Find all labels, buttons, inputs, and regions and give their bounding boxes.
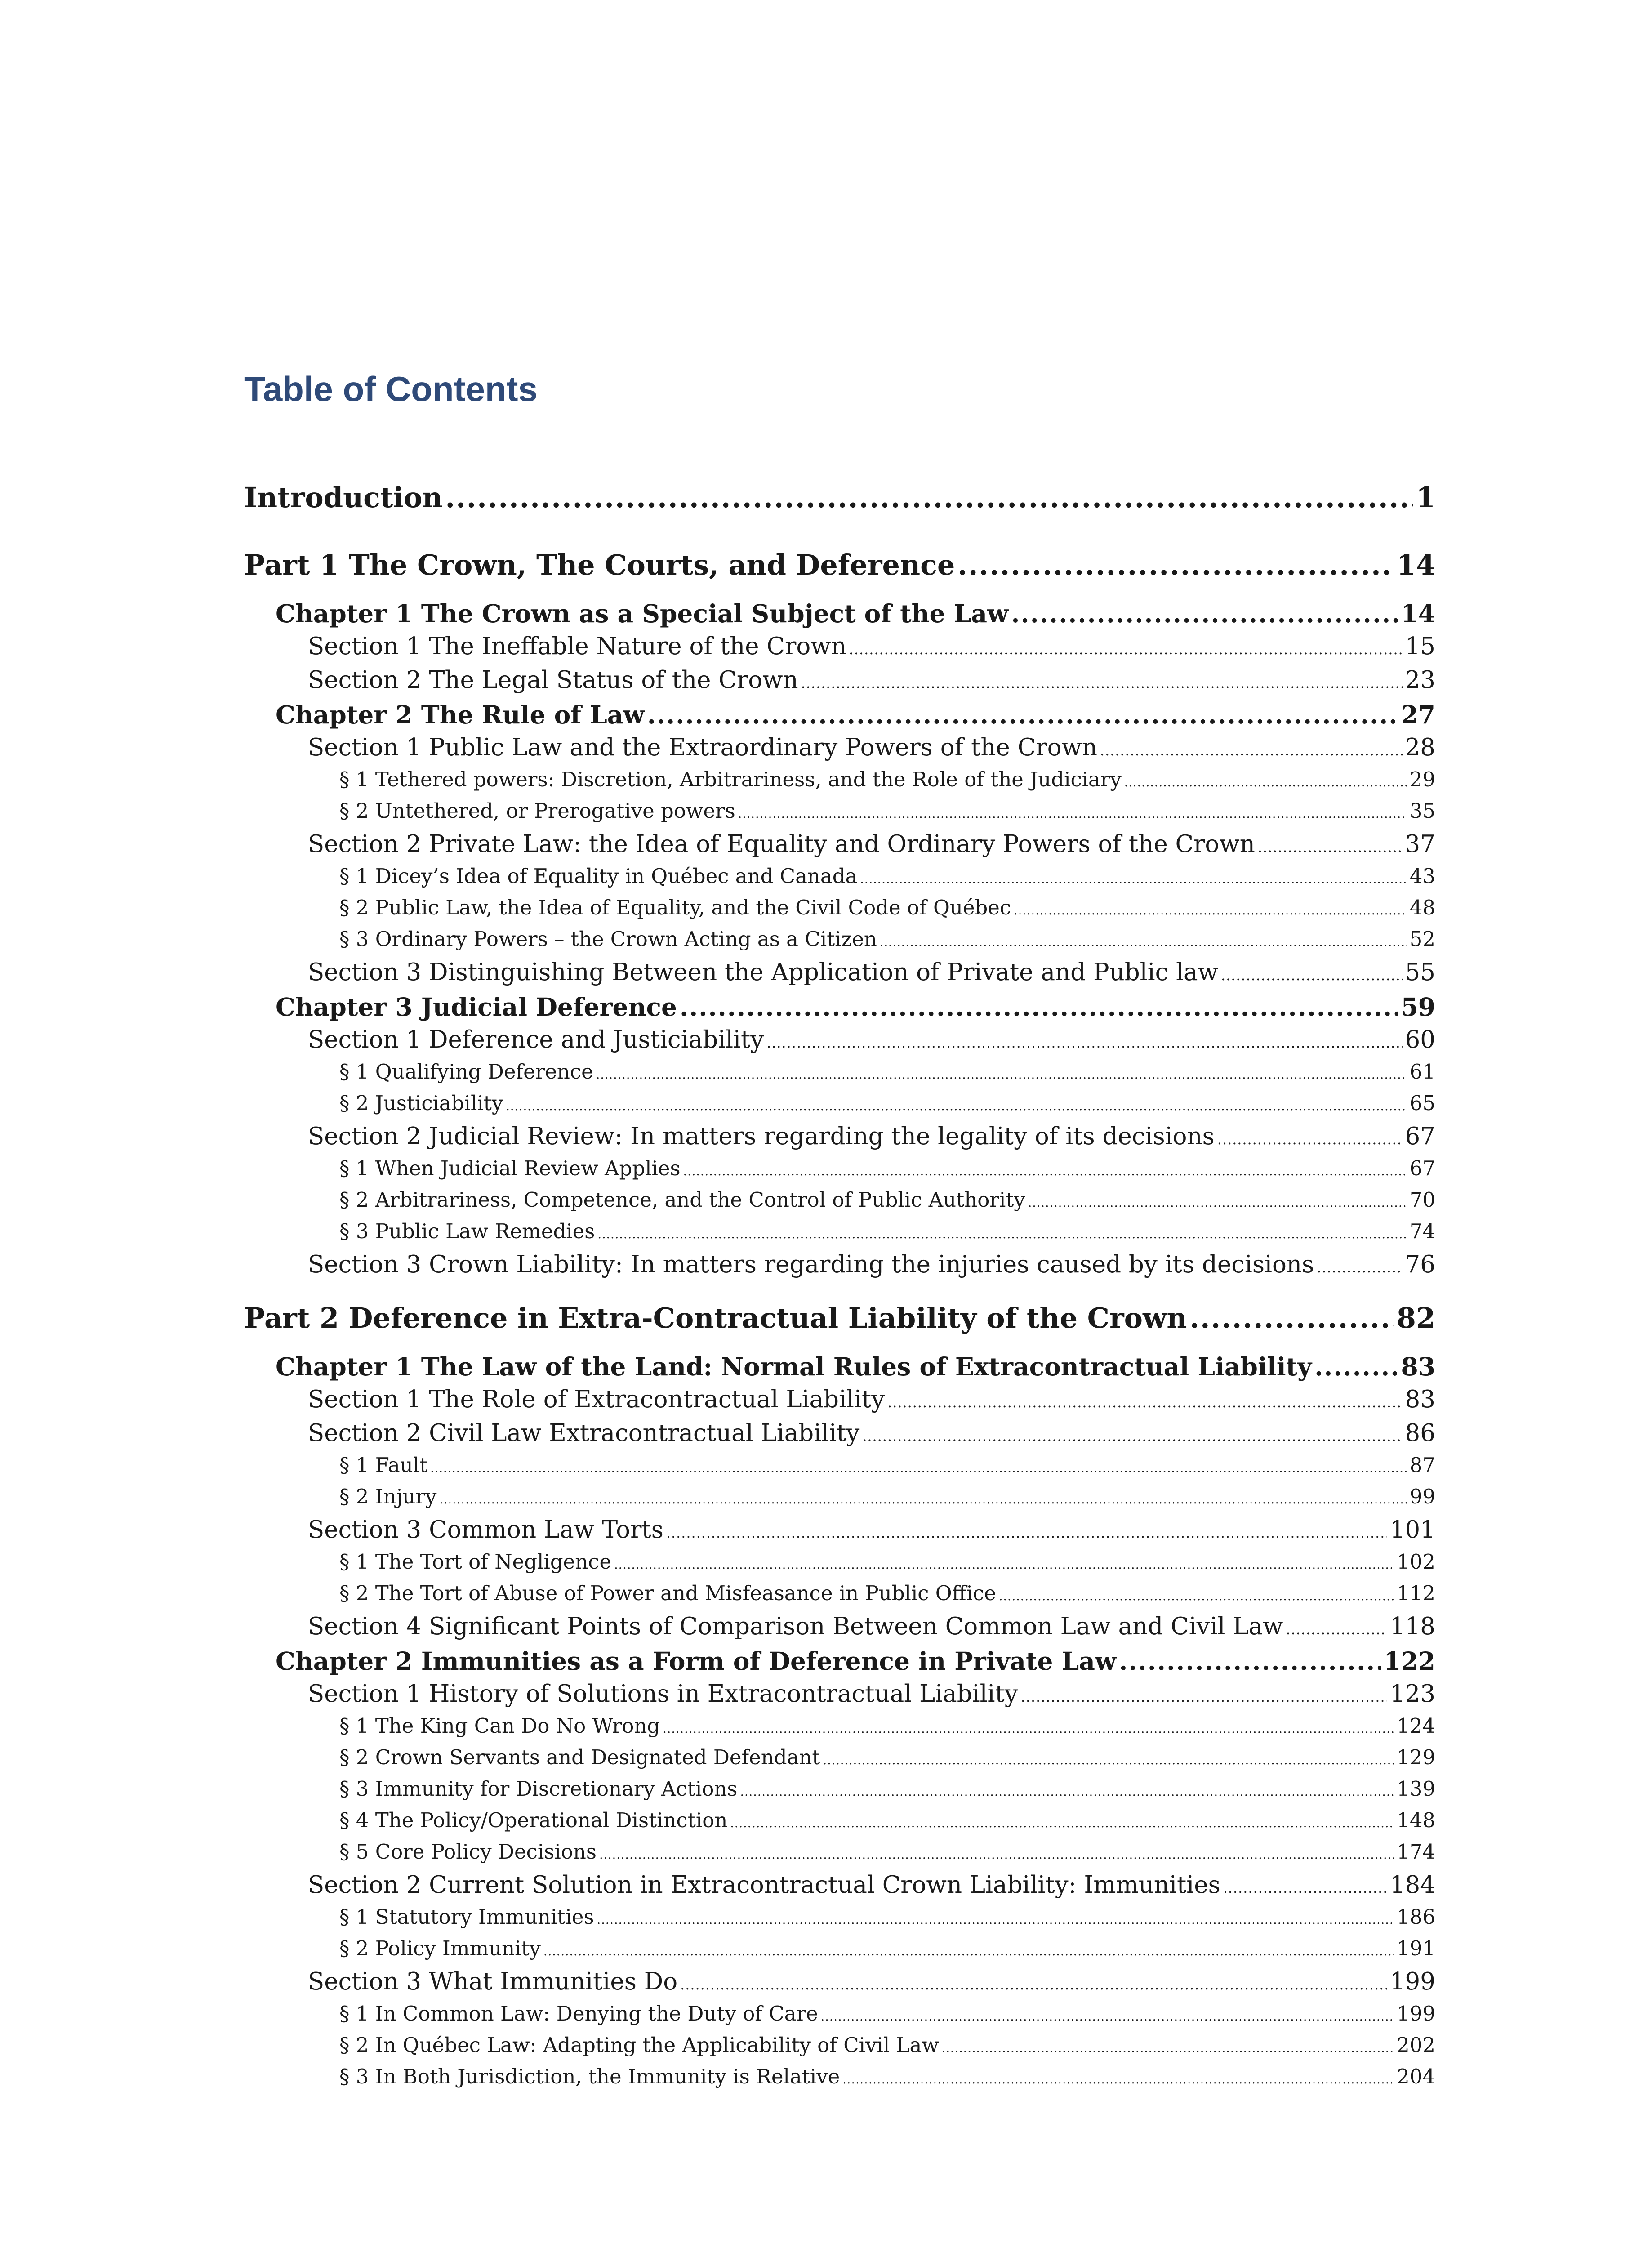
toc-entry-page-number: 99 [1409, 1485, 1435, 1508]
dot-leader [957, 549, 1394, 581]
toc-entry-title: § 1 Statutory Immunities [339, 1905, 594, 1929]
toc-entry-page-number: 15 [1405, 633, 1435, 660]
dot-leader [942, 2041, 1394, 2055]
dot-leader [663, 1722, 1394, 1736]
dot-leader [1317, 1259, 1402, 1276]
toc-entry-part[interactable] [244, 481, 1435, 514]
dot-leader [599, 1848, 1394, 1862]
toc-entry-title: § 2 Public Law, the Idea of Equality, and the Civil Code of Québec [339, 896, 1011, 919]
toc-entry-subsection[interactable] [244, 2065, 1435, 2088]
toc-entry-section[interactable] [244, 1680, 1435, 1708]
toc-entry-page-number: 202 [1397, 2033, 1435, 2057]
toc-entry-page-number: 112 [1397, 1581, 1435, 1605]
toc-entry-page-number: 43 [1409, 864, 1435, 888]
toc-entry-chapter[interactable] [244, 599, 1435, 628]
toc-entry-page-number: 28 [1405, 734, 1435, 761]
dot-leader [647, 700, 1398, 729]
toc-entry-title: Section 3 What Immunities Do [308, 1968, 678, 1995]
toc-entry-subsection[interactable] [244, 1485, 1435, 1508]
dot-leader [801, 675, 1403, 691]
toc-entry-page-number: 86 [1405, 1419, 1435, 1447]
toc-entry-chapter[interactable] [244, 992, 1435, 1021]
dot-leader [1223, 1880, 1387, 1896]
toc-heading: Table of Contents [244, 369, 538, 409]
toc-entry-section[interactable] [244, 1386, 1435, 1413]
toc-entry-section[interactable] [244, 1026, 1435, 1053]
toc-entry-page-number: 48 [1409, 896, 1435, 919]
dot-leader [683, 1164, 1407, 1178]
toc-entry-section[interactable] [244, 1123, 1435, 1150]
toc-entry-title: § 1 The Tort of Negligence [339, 1550, 612, 1574]
toc-entry-page-number: 83 [1401, 1352, 1435, 1381]
toc-entry-title: § 2 Arbitrariness, Competence, and the Control of Public Authority [339, 1188, 1025, 1212]
toc-entry-section[interactable] [244, 1613, 1435, 1640]
toc-entry-title: Section 1 The Ineffable Nature of the Crown [308, 633, 846, 660]
toc-entry-section[interactable] [244, 959, 1435, 986]
dot-leader [1221, 967, 1403, 984]
toc-entry-page-number: 184 [1389, 1871, 1435, 1899]
toc-entry-title: Section 2 Private Law: the Idea of Equality and Ordinary Powers of the Crown [308, 830, 1255, 858]
toc-entry-subsection[interactable] [244, 1060, 1435, 1084]
toc-entry-page-number: 124 [1397, 1714, 1435, 1738]
dot-leader [1217, 1131, 1403, 1148]
toc-entry-page-number: 82 [1396, 1302, 1435, 1334]
dot-leader [821, 2010, 1394, 2024]
dot-leader [666, 1525, 1387, 1541]
toc-entry-page-number: 204 [1397, 2065, 1435, 2088]
toc-entry-title: § 1 When Judicial Review Applies [339, 1156, 681, 1180]
toc-entry-page-number: 199 [1389, 1968, 1435, 1995]
toc-entry-subsection[interactable] [244, 1091, 1435, 1115]
dot-leader [1189, 1302, 1394, 1334]
toc-entry-title: Section 1 The Role of Extracontractual Liability [308, 1386, 885, 1413]
toc-entry-page-number: 139 [1397, 1777, 1435, 1801]
toc-entry-title: § 2 Injury [339, 1485, 437, 1508]
dot-leader [1100, 742, 1403, 759]
toc-entry-title: Introduction [244, 481, 443, 514]
toc-entry-page-number: 102 [1397, 1550, 1435, 1574]
toc-entry-chapter[interactable] [244, 1646, 1435, 1676]
toc-entry-title: § 3 Immunity for Discretionary Actions [339, 1777, 738, 1801]
toc-entry-subsection[interactable] [244, 1714, 1435, 1738]
toc-entry-subsection[interactable] [244, 1453, 1435, 1477]
toc-entry-title: Chapter 2 The Rule of Law [276, 700, 645, 729]
dot-leader [862, 1428, 1402, 1445]
toc-entry-page-number: 122 [1384, 1646, 1435, 1676]
toc-entry-title: § 3 Ordinary Powers – the Crown Acting as a Citizen [339, 927, 877, 951]
toc-entry-page-number: 70 [1409, 1188, 1435, 1212]
toc-entry-subsection[interactable] [244, 1219, 1435, 1243]
toc-entry-part[interactable] [244, 549, 1435, 581]
toc-entry-page-number: 148 [1397, 1808, 1435, 1832]
dot-leader [738, 807, 1407, 821]
dot-leader [999, 1589, 1394, 1603]
dot-leader [543, 1945, 1394, 1958]
toc-entry-subsection[interactable] [244, 2033, 1435, 2057]
toc-entry-subsection[interactable] [244, 927, 1435, 951]
toc-entry-section[interactable] [244, 1871, 1435, 1899]
toc-entry-page-number: 37 [1405, 830, 1435, 858]
toc-entry-subsection[interactable] [244, 1808, 1435, 1832]
dot-leader [849, 641, 1403, 658]
dot-leader [1028, 1196, 1407, 1210]
dot-leader [1258, 839, 1403, 856]
toc-entry-title: Part 2 Deference in Extra-Contractual Liability of the Crown [244, 1302, 1187, 1334]
dot-leader [680, 992, 1398, 1021]
toc-entry-page-number: 1 [1416, 481, 1435, 514]
dot-leader [445, 481, 1413, 514]
toc-entry-page-number: 129 [1397, 1745, 1435, 1769]
toc-entry-page-number: 52 [1409, 927, 1435, 951]
toc-entry-section[interactable] [244, 633, 1435, 660]
dot-leader [597, 1913, 1394, 1927]
toc-entry-subsection[interactable] [244, 1581, 1435, 1605]
dot-leader [887, 1394, 1402, 1411]
toc-entry-subsection[interactable] [244, 1936, 1435, 1960]
toc-entry-title: § 2 Untethered, or Prerogative powers [339, 799, 735, 823]
toc-entry-section[interactable] [244, 734, 1435, 761]
toc-entry-title: § 3 In Both Jurisdiction, the Immunity is Relative [339, 2065, 840, 2088]
toc-entry-title: Section 2 Current Solution in Extracontractual Crown Liability: Immunities [308, 1871, 1220, 1899]
toc-entry-page-number: 67 [1409, 1156, 1435, 1180]
toc-entry-subsection[interactable] [244, 1745, 1435, 1769]
toc-entry-title: Section 3 Distinguishing Between the Application of Private and Public law [308, 959, 1219, 986]
toc-entry-page-number: 83 [1405, 1386, 1435, 1413]
toc-entry-page-number: 199 [1397, 2002, 1435, 2025]
toc-entry-subsection[interactable] [244, 1156, 1435, 1180]
toc-entry-section[interactable] [244, 666, 1435, 694]
toc-entry-page-number: 123 [1389, 1680, 1435, 1708]
dot-leader [680, 1976, 1387, 1993]
toc-entry-page-number: 67 [1405, 1123, 1435, 1150]
toc-entry-page-number: 61 [1409, 1060, 1435, 1084]
toc-entry-title: § 1 Qualifying Deference [339, 1060, 593, 1084]
dot-leader [766, 1035, 1402, 1051]
toc-entry-subsection[interactable] [244, 2002, 1435, 2025]
dot-leader [823, 1753, 1394, 1767]
toc-entry-title: Section 3 Common Law Torts [308, 1516, 663, 1543]
toc-entry-subsection[interactable] [244, 1550, 1435, 1574]
toc-entry-page-number: 35 [1409, 799, 1435, 823]
toc-entry-section[interactable] [244, 1516, 1435, 1543]
toc-entry-page-number: 118 [1389, 1613, 1435, 1640]
dot-leader [730, 1816, 1394, 1830]
toc-entry-title: § 1 Dicey’s Idea of Equality in Québec and Canada [339, 864, 858, 888]
toc-entry-page-number: 29 [1409, 767, 1435, 791]
dot-leader [430, 1461, 1407, 1475]
dot-leader [842, 2073, 1394, 2087]
dot-leader [506, 1099, 1407, 1113]
toc-entry-title: § 2 Crown Servants and Designated Defendant [339, 1745, 820, 1769]
toc-entry-subsection[interactable] [244, 799, 1435, 823]
dot-leader [1119, 1646, 1381, 1676]
dot-leader [1014, 904, 1407, 918]
toc-entry-title: § 2 Justiciability [339, 1091, 503, 1115]
toc-entry-page-number: 87 [1409, 1453, 1435, 1477]
toc-entry-title: § 1 Fault [339, 1453, 428, 1477]
toc-entry-section[interactable] [244, 830, 1435, 858]
toc-entry-page-number: 60 [1405, 1026, 1435, 1053]
dot-leader [614, 1558, 1394, 1572]
toc-entry-section[interactable] [244, 1968, 1435, 1995]
toc-entry-title: § 5 Core Policy Decisions [339, 1840, 597, 1864]
toc-entry-section[interactable] [244, 1251, 1435, 1278]
toc-entry-title: Section 1 Deference and Justiciability [308, 1026, 764, 1053]
toc-entry-title: § 2 In Québec Law: Adapting the Applicability of Civil Law [339, 2033, 939, 2057]
toc-entry-title: § 3 Public Law Remedies [339, 1219, 595, 1243]
dot-leader [1011, 599, 1398, 628]
dot-leader [1314, 1352, 1398, 1381]
dot-leader [880, 935, 1407, 949]
toc-entry-subsection[interactable] [244, 864, 1435, 888]
dot-leader [597, 1227, 1407, 1241]
toc-entry-page-number: 23 [1405, 666, 1435, 694]
toc-entry-title: § 1 In Common Law: Denying the Duty of Care [339, 2002, 818, 2025]
toc-entry-subsection[interactable] [244, 896, 1435, 919]
toc-entry-page-number: 27 [1401, 700, 1435, 729]
toc-entry-title: § 2 The Tort of Abuse of Power and Misfeasance in Public Office [339, 1581, 996, 1605]
toc-entry-title: § 4 The Policy/Operational Distinction [339, 1808, 728, 1832]
toc-entry-page-number: 76 [1405, 1251, 1435, 1278]
toc-entry-title: Section 2 The Legal Status of the Crown [308, 666, 798, 694]
toc-entry-page-number: 186 [1397, 1905, 1435, 1929]
toc-entry-subsection[interactable] [244, 1905, 1435, 1929]
toc-entry-title: Chapter 2 Immunities as a Form of Deference in Private Law [276, 1646, 1117, 1676]
toc-entry-title: § 1 The King Can Do No Wrong [339, 1714, 660, 1738]
toc-entry-chapter[interactable] [244, 700, 1435, 729]
toc-entry-page-number: 101 [1389, 1516, 1435, 1543]
toc-entry-title: Section 1 Public Law and the Extraordinary Powers of the Crown [308, 734, 1098, 761]
toc-entry-chapter[interactable] [244, 1352, 1435, 1381]
toc-entry-title: Section 2 Judicial Review: In matters regarding the legality of its decisions [308, 1123, 1215, 1150]
toc-entry-page-number: 14 [1401, 599, 1435, 628]
toc-entry-page-number: 65 [1409, 1091, 1435, 1115]
toc-entry-page-number: 55 [1405, 959, 1435, 986]
toc-entry-title: Section 1 History of Solutions in Extracontractual Liability [308, 1680, 1018, 1708]
toc-entry-title: Section 3 Crown Liability: In matters regarding the injuries caused by its decisions [308, 1251, 1314, 1278]
toc-entry-title: Chapter 1 The Law of the Land: Normal Rules of Extracontractual Liability [276, 1352, 1312, 1381]
toc-entry-title: Section 4 Significant Points of Comparison Between Common Law and Civil Law [308, 1613, 1283, 1640]
toc-entry-subsection[interactable] [244, 1777, 1435, 1801]
toc-entry-page-number: 14 [1396, 549, 1435, 581]
toc-entry-subsection[interactable] [244, 1840, 1435, 1864]
toc-entry-title: Section 2 Civil Law Extracontractual Liability [308, 1419, 860, 1447]
toc-entry-title: § 1 Tethered powers: Discretion, Arbitrariness, and the Role of the Judiciary [339, 767, 1122, 791]
dot-leader [740, 1785, 1394, 1799]
toc-entry-title: § 2 Policy Immunity [339, 1936, 541, 1960]
dot-leader [439, 1493, 1407, 1507]
dot-leader [1021, 1689, 1387, 1705]
dot-leader [1286, 1621, 1387, 1638]
toc-entry-section[interactable] [244, 1419, 1435, 1447]
toc-entry-title: Chapter 3 Judicial Deference [276, 992, 677, 1021]
toc-entry-page-number: 174 [1397, 1840, 1435, 1864]
toc-entry-title: Chapter 1 The Crown as a Special Subject of the Law [276, 599, 1009, 628]
dot-leader [596, 1068, 1407, 1082]
dot-leader [860, 872, 1407, 886]
toc-entry-subsection[interactable] [244, 767, 1435, 791]
toc-entry-page-number: 191 [1397, 1936, 1435, 1960]
dot-leader [1124, 776, 1407, 789]
toc-entry-part[interactable] [244, 1302, 1435, 1334]
toc-entry-page-number: 74 [1409, 1219, 1435, 1243]
toc-entry-page-number: 59 [1401, 992, 1435, 1021]
toc-entry-subsection[interactable] [244, 1188, 1435, 1212]
toc-entry-title: Part 1 The Crown, The Courts, and Deference [244, 549, 955, 581]
